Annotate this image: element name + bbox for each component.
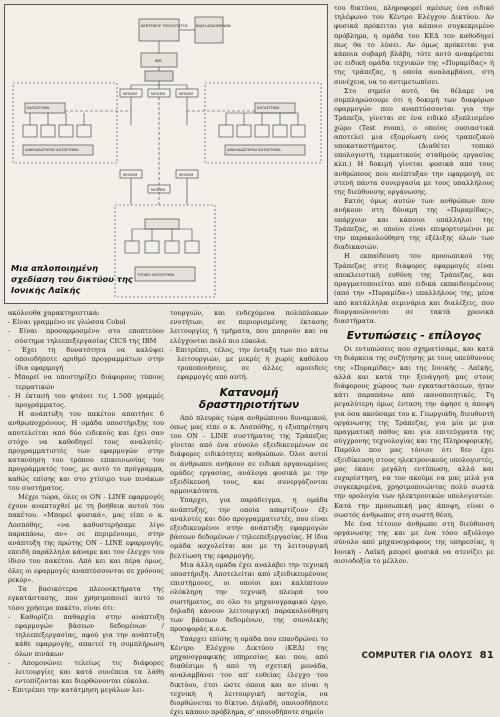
page-number: 81 bbox=[480, 650, 494, 661]
paragraph: Η ανάπτυξη του πακέτου απαιτήσε 6 ανθρωποχρόνους. Η ομάδα υποστήριξης του αποτελείται από δύο ειδικούς και έχει σαν στόχο να καθοδηγεί τους αναλυτές-προγραμματιστές των εφαρμογών στην κατανόηση του τρόπου επικοινωνίας του προγράμματός τους, με αυτό το πρόγραμμα, καθώς επίσης και στο χτίσιμο των πινάκων του συστήματος. bbox=[8, 410, 164, 493]
list-item: - Μπορεί να υποστηρίξει διάφορους τύπους τερματικών bbox=[8, 373, 164, 391]
branch-label: ΚΑΤΑΣΤΗΜΑ bbox=[257, 106, 280, 110]
paragraph: Εκτός όμως αυτών των ανθρώπων που ανήκουν στη δύναμη της «Πυραμίδας», υπάρχουν και κάποιοι υπάλληλοι της Τράπεζας, οι οποίοι είναι επιφορτισμένοι με την παρακολούθηση της εξέλιξης όλων των διαδικασιών. bbox=[334, 197, 494, 252]
ibm-label: IBM bbox=[155, 59, 162, 63]
paragraph: Υπάρχει, για παράδειγμα, η ομάδα ανάπτυξης, την οποία απαρτίζουν έξι αναλυτές και δύο προγραμματιστές, που είναι εξειδικευμένοι στην ανάπτυξη εφαρμογών βάσεων δεδομένων / τηλεεπεξεργασίας. Η ίδια ομάδα ασχολείται και με τη λειτουργική βελτίωση της εφαρμογής. bbox=[170, 496, 328, 560]
network-diagram bbox=[4, 4, 328, 304]
page-footer bbox=[362, 650, 494, 661]
text-column-3 bbox=[334, 4, 494, 566]
section-heading: Εντυπώσεις - επίλογος bbox=[334, 330, 494, 342]
paragraph: Η εκπαίδευση του προσωπικού της Τράπεζας στις διάφορες εφαρμογές είναι αποκλειστική ευθύνη της Τράπεζας, και πραγματοποιείται από ειδικά εκπαιδευμένους (από την «Πυραμίδα») υπαλλήλους της, μέσα από κατάλληλα σεμινάρια και διαλέξεις, που διοργανώνονται σε τακτά χρονικά διαστήματα. bbox=[334, 252, 494, 326]
paragraph: Μια άλλη ομάδα έχει αναλάβει την τεχνική υποστήριξη. Αποτελείται από εξειδικευμένους επιστήμονες, οι οποίοι και καλύπτουν ολόκληρη την τεχνική πλευρά του συστήματος, σε όλο το μηχανογραφικό έργο, δηλαδή κάνουν λειτουργική παρακολούθηση των βάσεων δεδομένων, της συνολικής προσφοράς κ.ο.κ. bbox=[170, 561, 328, 635]
modem-label: MODEM bbox=[179, 173, 193, 177]
text-column-1 bbox=[8, 309, 164, 696]
modem-label: MODEM bbox=[179, 92, 193, 96]
paragraph: Με ένα τέτοιον άνθρωπο στη διεύθυνση οργάνωσης της και με ένα τόσο αξιόλογο σύνολο από μηχανογράφους της υπηρεσίας, η Ιονική - Λαϊκή μπορεί φυσικά να ατενίζει με αισιοδοξία το μέλλον. bbox=[334, 520, 494, 566]
paragraph: ακόλουθα χαρακτηριστικά: bbox=[8, 309, 164, 318]
feature-list bbox=[8, 318, 164, 410]
magazine-title: COMPUTER ΓΙΑ ΟΛΟΥΣ bbox=[362, 651, 473, 661]
paragraph: Στο σημείο αυτό, θα θέλαμε να συμπληρώσουμε ότι η δοκιμή των διαφόρων εφαρμογών που αναπτύσσονται για την Τράπεζα, γίνεται σε ένα ειδικό εξοπλισμένο χώρο (Test room), ο οποίος ουσιαστικά αποτελεί μια εξομοίωση ενός τραπεζικού υποκαταστήματος. (Διαθέτει τοπικό υπολογιστή, τερματικούς σταθμούς εργασίας κλπ.) Η δοκιμή γίνεται φυσικά από τους ανθρώπους που ανέπτυξαν την εφαρμογή, σε στενή πάντα συνεργασία με τους υπαλλήλους της διεύθυνσης οργάνωσης. bbox=[334, 87, 494, 197]
paragraph: Οι εντυπώσεις που σχηματίσαμε, και κατά τη διάρκεια της συζήτησης με τους υπεύθυνους της «Πυραμίδας» και της Ιονικής - Λαϊκής, αλλά και κατά την ξενάγησή μας στους διάφορους χώρους των εγκαταστάσεων, ήταν κάτι παραπάνω από ικανοποιητικές. Τη μεγαλύτερη όμως ένταση την άφησε η άποψη για όσα ακούσαμε του κ. Γεωργιάδη, διευθυντή οργάνωσης της Τράπεζας, για μία με μια πραγματική πάθος και για επιτεύγματα της σύγχρονης τεχνολογίας και της Πληροφορικής. Παρόλο που μας τόνισε ότι δεν έχει εξειδίκευση στους ηλεκτρονικούς υπολογιστές, μας έκανε μεγάλη εντύπωση, αλλά και ευχαρίστηση, να τον ακούμε να μας μιλά για συγκεκριμένα, χρησιμοποιώντας πολύ σωστά την ορολογία των ηλεκτρονικών υπολογιστών. Κατά την προσωπική μας άποψη, είναι ο σωστός άνθρωπος στη σωστή θέση. bbox=[334, 345, 494, 520]
list-item: - Καθορίζει παθαρχία στην ανάπτυξη εφαρμογών βάσεων δεδομένων / τηλεεπεξεργασίας, αφού για την ανάπτυξη κάθε εφαρμογής, απαιτεί τη συμπλήρωση όλων πινάκων bbox=[8, 613, 164, 659]
paragraph: Τα βασικότερα πλεονεκτήματα της εγκατάστασης, που χρησιμοποιεί αυτό το τόσο χρήσιμο πακέτο, είναι ότι: bbox=[8, 585, 164, 613]
paragraph: Από πλευράς τώρα ανθρώπινου δυναμικού, όπως μας είπε ο κ. Λοσπόθης, η εξυπηρέτηση του ΟΝ - LINE συστήματος της Τράπεζας γίνεται από ένα σύνολο εξειδικευμένων σε διάφορες ειδικότητες ανθρώπων. Όλοι αυτοί οι άνθρωποι ανήκουν σε ειδικά οργανωμένες ομάδες εργασίας, ανάλογα φυσικά με την εξειδίκευσή τους, και συνεργάζονται αρμονικότατα. bbox=[170, 414, 328, 497]
paragraph: του δικτύου, πληροφορεί αμέσως ένα ειδικό τηλέφωνο του Κέντρο Ελέγχου Δικτύου. Αν φυσικά πρόκειται για κάποιο συγκεκριμένο πρόβλημα, η ομάδα του ΚΕΔ τον καθοδηγεί πως θα το λύσει. Αν όμως πρόκειται για κάποια σοβαρή βλάβη, τότε αυτό αναφέρεται σε ειδική ομάδα τεχνικών της «Πυραμίδας» ή της τράπεζας, η οποία αναλαμβάνει, στη συνέχεια, να το αντιμετωπίσει. bbox=[334, 4, 494, 87]
branch-full-label: ΔΙΑΚΛΑΔΩΤΗΡΑΣ ΚΑΤΑΣΤΗΜΑ bbox=[227, 148, 281, 152]
modem-label: MODEM bbox=[123, 173, 137, 177]
modem-label: MODEM bbox=[123, 92, 137, 96]
database-label: ΒΑΣΗ ΔΕΔΟΜΕΝΩΝ bbox=[196, 24, 231, 28]
list-item: - Είναι γραμμένο σε γλώσσα Cobol bbox=[8, 318, 164, 327]
list-item: - Είναι προσαρμοσμένο στο εποπτεύον σύστημα τηλεεπεξεργασίας CICS της IBM bbox=[8, 327, 164, 345]
list-item: - Έχει τη δυνατότητα να καλύψει οποιοδήποτε αριθμό προγραμμάτων στην ίδια εφαρμογή bbox=[8, 346, 164, 374]
list-item: - Επιτρέπει, τέλος, την ένταξη των πιο κάτω λειτουργιών, με μικρές ή χωρίς καθόλου τροποποιήσεις, σε άλλες ομοειδείς εφαρμογές από αυτή. bbox=[170, 346, 328, 383]
local-branch-label: ΤΟΠΙΚΟ ΚΑΤΑΣΤΗΜΑ bbox=[136, 273, 175, 277]
list-item: - Επιτρέπει την κατάτμηση μεγάλων λει- bbox=[8, 686, 164, 695]
advantages-list bbox=[8, 613, 164, 696]
list-item: - Απομονώνει τελείως τις διάφορες λειτουργίες και κατά συνέπεια τα λάθη εντοπίζονται και διορθώνονται εύκολα. bbox=[8, 659, 164, 687]
section-heading: Κατανομή δραστηριοτήτων bbox=[170, 387, 328, 411]
advantages-list-cont bbox=[170, 346, 328, 383]
branch-label: ΚΑΤΑΣΤΗΜΑ bbox=[27, 106, 50, 110]
paragraph: Υπάρχει επίσης η ομάδα που επανδρώνει το Κέντρο Ελέγχου Δικτύου (ΚΕΔ) της μηχανογραφικής υπηρεσίας και που, από διαθέσιμο ή από τη σχετική μονάδα, αναλαμβάνει τον απ' ευθείας έλεγχο του δικτύου, έτσι ώστε όποια και αν είναι η τεχνική ή λειτουργική αστοχία, να διορθώνεται το δίκτυο. Δηλαδή, οποιοσδήποτε έχει κάποιο πρόβλημα, σ' οποιοδήποτε σημείο bbox=[170, 635, 328, 717]
network-diagram-svg bbox=[5, 5, 329, 305]
modem-label: MODEM bbox=[151, 92, 165, 96]
text-column-2 bbox=[170, 309, 328, 717]
modem-label: MODEM bbox=[151, 188, 165, 192]
list-item: - Η έκτασή του φτάνει τις 1.500 γραμμές προγράμματος. bbox=[8, 392, 164, 410]
branch-full-label: ΔΙΑΚΛΑΔΩΤΗΡΑΣ ΚΑΤΑΣΤΗΜΑ bbox=[25, 148, 79, 152]
central-computer-label: ΚΕΝΤΡΙΚΟΣ ΥΠΟΛΟΓΙΣΤΗΣ bbox=[141, 24, 189, 28]
paragraph: τουργιών, και ενδεχόμενα πολύπλοκων ενοτήτων, σε περιορισμένης έκτασης λειτουργίες ή τμήματα, που μπορούν και να ελέγχονται πολύ πιο εύκολα. bbox=[170, 309, 328, 346]
paragraph: Μέχρι τώρα, όλες οι ΟΝ - LINE εφαρμογές έχουν αναπτυχθεί με τη βοήθεια αυτού του πακέτου. «Μπορεί φυσικά», μας είπε ο κ. Λοσπόθης, «να καθυστερήσαμε λίγο παραπάνω, αν» σε περιμένουμε, στην ανάπτυξη της πρώτης ΟΝ - LINE εφαρμογής, επειδή παράλληλα κάναμε και τον έλεγχο του ίδιου του πακέτου. Από κει και πέρα όμως, όλες οι εφαρμογές αναπτύσσονται σε χρόνους ρεκόρ». bbox=[8, 493, 164, 585]
diagram-caption: Μια απλοποιημένη σχεδίαση του δικτύου της Ιονικής Λαϊκής bbox=[11, 263, 139, 296]
